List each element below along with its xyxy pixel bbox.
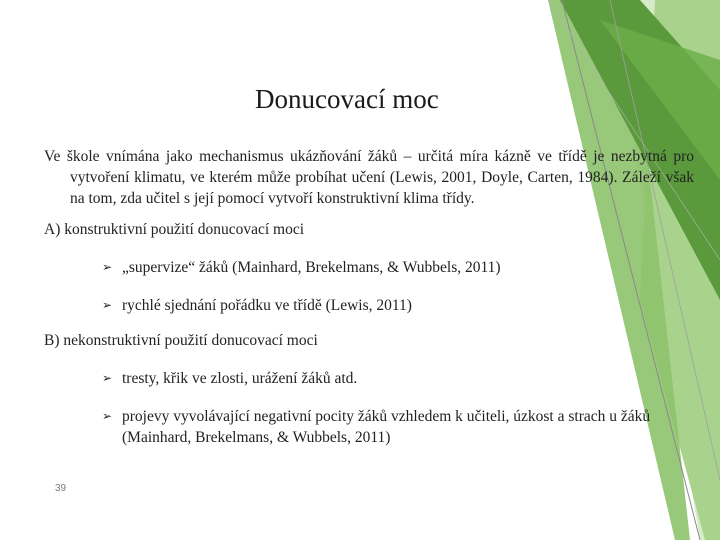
section-b-heading: B) nekonstruktivní použití donucovací moci bbox=[44, 332, 318, 349]
section-b-list bbox=[44, 368, 694, 448]
intro-paragraph: Ve škole vnímána jako mechanismus ukázňování žáků – určitá míra kázně ve třídě je nezbytná pro vytvoření klimatu, ve kterém může probíhat učení (Lewis, 2001, Doyle, Carten, 1984). Záleží však na tom, zda učitel s její pomocí vytvoří konstruktivní klima třídy. bbox=[44, 148, 694, 207]
slide-body bbox=[44, 146, 694, 448]
section-a-heading: A) konstruktivní použití donucovací moci bbox=[44, 221, 305, 238]
arrow-right-bullet-icon: ➢ bbox=[102, 409, 113, 423]
section-a-list bbox=[44, 257, 694, 316]
page-number: 39 bbox=[55, 483, 67, 494]
list-item bbox=[102, 406, 692, 448]
list-item bbox=[102, 295, 694, 316]
arrow-right-bullet-icon: ➢ bbox=[102, 371, 113, 385]
bullet-text: projevy vyvolávající negativní pocity žáků vzhledem k učiteli, úzkost a strach u žáků (Mainhard, Brekelmans, & Wubbels, 2011) bbox=[122, 408, 651, 446]
arrow-right-bullet-icon: ➢ bbox=[102, 298, 113, 312]
list-item bbox=[102, 368, 694, 389]
bullet-text: tresty, křik ve zlosti, urážení žáků atd. bbox=[122, 370, 358, 387]
arrow-right-bullet-icon: ➢ bbox=[102, 260, 113, 274]
bullet-text: rychlé sjednání pořádku ve třídě (Lewis, 2011) bbox=[122, 297, 412, 314]
slide-title: Donucovací moc bbox=[255, 84, 439, 114]
bullet-text: „supervize“ žáků (Mainhard, Brekelmans, & Wubbels, 2011) bbox=[122, 259, 501, 276]
list-item bbox=[102, 257, 694, 278]
